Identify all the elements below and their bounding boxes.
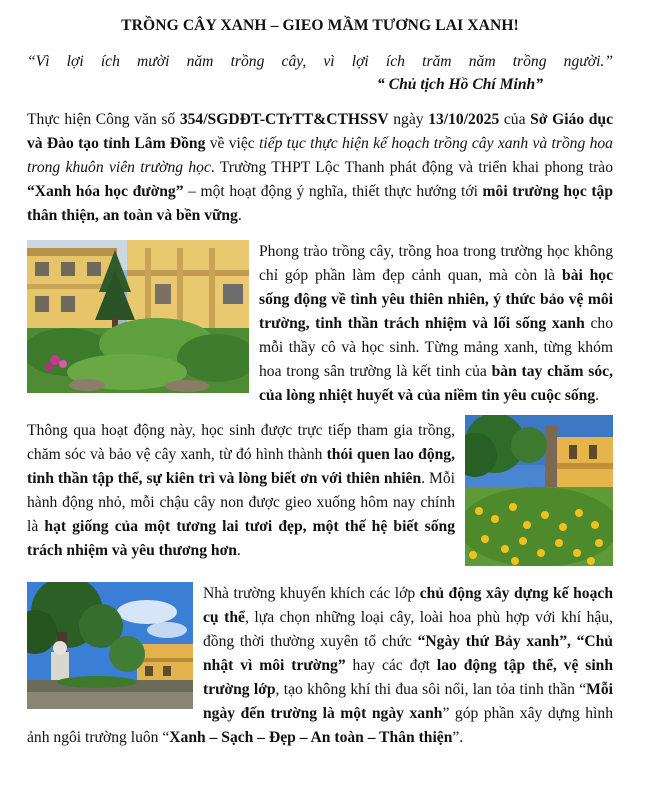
section-movement [27,240,613,408]
quote-author: “ Chủ tịch Hồ Chí Minh” [377,76,543,93]
schoolyard-photo [27,582,193,709]
flower-bed-photo [465,415,613,566]
page-title: TRỒNG CÂY XANH – GIEO MẦM TƯƠNG LAI XANH! [121,17,519,34]
encouragement-paragraph: Nhà trường khuyến khích các lớp chủ động xây dựng kế hoạch cụ thể, lựa chọn những loại cây, loài hoa phù hợp với khí hậu, đồng thời thường xuyên tổ chức “Ngày thứ Bảy xanh”, “Chủ nhật vì môi trường” hay các đợt lao động tập thể, vệ sinh trường lớp, tạo không khí thi đua sôi nổi, lan tỏa tinh thần “Mỗi ngày đến trường là một ngày xanh” góp phần xây dựng hình ảnh ngôi trường luôn “Xanh – Sạch – Đẹp – An toàn – Thân thiện”. [27,585,614,746]
intro-paragraph: Thực hiện Công văn số 354/SGDĐT-CTrTT&CTHSSV ngày 13/10/2025 của Sở Giáo dục và Đào tạo tỉnh Lâm Đồng về việc tiếp tục thực hiện kế hoạch trồng cây xanh và trồng hoa trong khuôn viên trường học. Trường THPT Lộc Thanh phát động và triển khai phong trào “Xanh hóa học đường” – một hoạt động ý nghĩa, thiết thực hướng tới môi trường học tập thân thiện, an toàn và bền vững. [27,111,614,224]
section-students [27,419,613,566]
section-encouragement [27,582,613,750]
movement-paragraph: Phong trào trồng cây, trồng hoa trong trường học không chỉ góp phần làm đẹp cảnh quan, mà còn là bài học sống động về tình yêu thiên nhiên, ý thức bảo vệ môi trường, tinh thần trách nhiệm và lối sống xanh cho mỗi thầy cô và học sinh. Từng mảng xanh, từng khóm hoa trong sân trường là kết tinh của bàn tay chăm sóc, của lòng nhiệt huyết và của niềm tin yêu cuộc sống. [259,243,613,404]
students-paragraph: Thông qua hoạt động này, học sinh được trực tiếp tham gia trồng, chăm sóc và bảo vệ cây xanh, từ đó hình thành thói quen lao động, tinh thần tập thể, sự kiên trì và lòng biết ơn với thiên nhiên. Mỗi hành động nhỏ, mỗi chậu cây non được gieo xuống hôm nay chính là hạt giống của một tương lai tươi đẹp, một thế hệ biết sống trách nhiệm và yêu thương hơn. [27,422,455,559]
quote-text: “Vì lợi ích mười năm trồng cây, vì lợi ích trăm năm trồng người.” [27,53,613,70]
school-garden-photo [27,240,249,393]
document-page [27,14,613,750]
